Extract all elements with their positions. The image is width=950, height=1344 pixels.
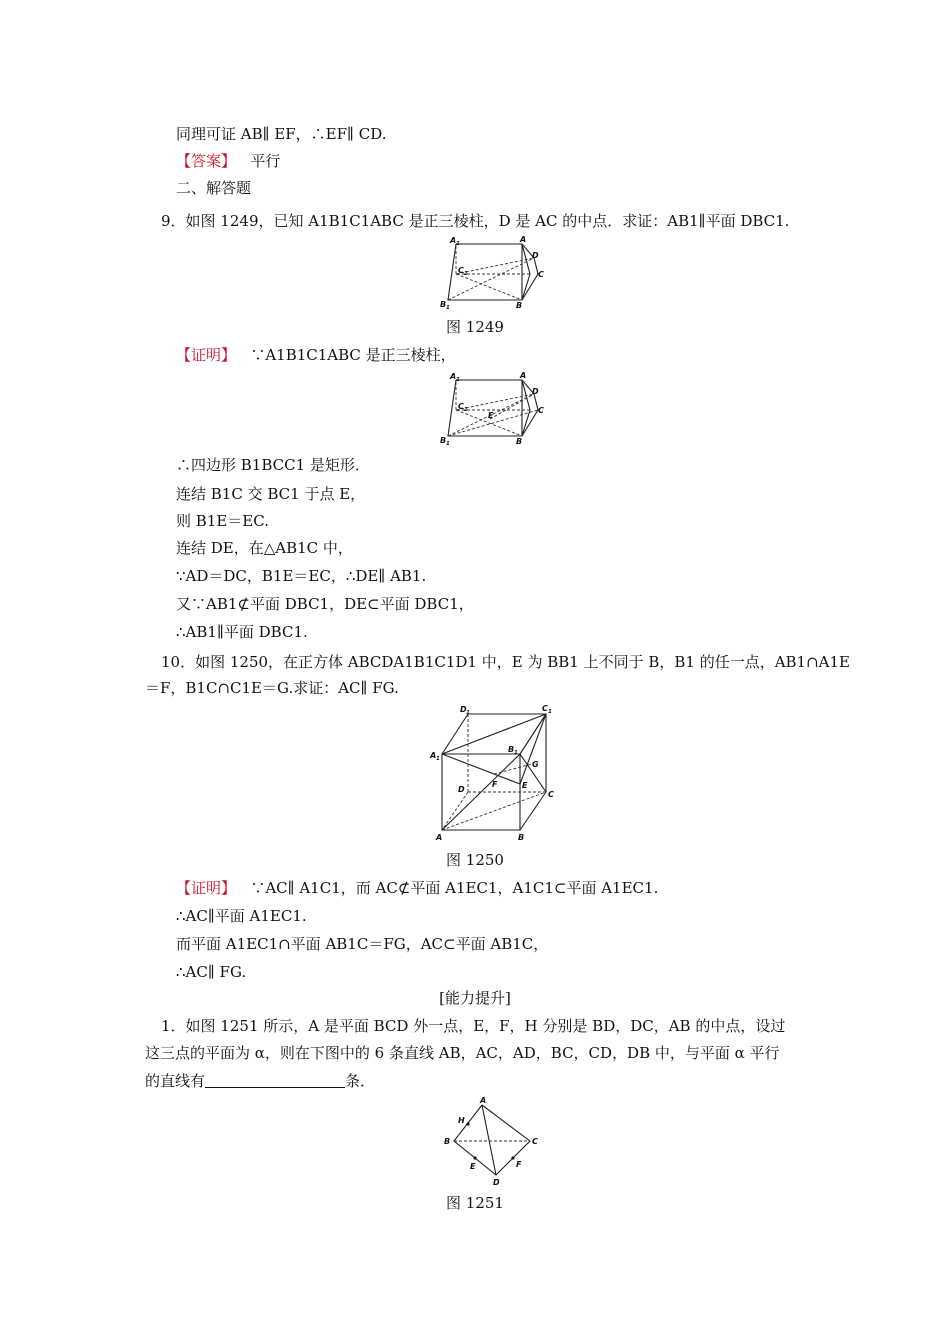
figure-1250 <box>428 702 558 842</box>
text-line-similar-proof: 同理可证 AB∥ EF，∴EF∥ CD. <box>176 125 387 143</box>
proof-10-line-4: ∴AC∥ FG. <box>176 963 247 981</box>
question-10-line-2: ＝F，B1C∩C1E＝G.求证：AC∥ FG. <box>145 679 399 697</box>
label-a1: A <box>450 236 457 245</box>
label-e: E <box>470 1162 476 1171</box>
label-a: A <box>480 1096 487 1105</box>
point-f <box>511 1156 514 1159</box>
label-a: A <box>436 833 443 842</box>
label-b: B <box>516 301 523 310</box>
label-a1-sub: 1 <box>456 241 460 247</box>
label-f: F <box>492 780 498 789</box>
proof-10-line-2: ∴AC∥平面 A1EC1. <box>176 907 307 925</box>
proof-10-line-3: 而平面 A1EC1∩平面 AB1C＝FG，AC⊂平面 AB1C， <box>176 935 549 953</box>
proof-9-text-1: ∵A1B1C1ABC 是正三棱柱， <box>250 346 456 364</box>
label-c1-sub: 1 <box>464 271 468 277</box>
label-h: H <box>458 1116 465 1125</box>
label-c1: C <box>458 402 464 411</box>
figure-1251 <box>438 1097 550 1187</box>
proof-9-line-1 <box>176 345 456 365</box>
label-d: D <box>532 251 539 260</box>
proof-9-line-4: 则 B1E＝EC. <box>176 512 269 530</box>
label-c: C <box>532 1137 538 1146</box>
label-c: C <box>538 270 544 279</box>
label-a: A <box>520 235 527 244</box>
label-b1-sub: 1 <box>446 441 450 447</box>
answer-line <box>176 151 280 171</box>
label-d1: D <box>460 705 467 714</box>
proof-tag: 【证明】 <box>176 879 237 897</box>
label-e: E <box>488 411 494 420</box>
label-b1-sub: 1 <box>446 305 450 311</box>
label-d: D <box>458 785 465 794</box>
point-h <box>466 1122 469 1125</box>
label-c1-sub: 1 <box>464 407 468 413</box>
question-1-line-2: 这三点的平面为 α，则在下图中的 6 条直线 AB，AC，AD，BC，CD，DB 中，与平面 α 平行 <box>145 1044 780 1062</box>
proof-9-line-3: 连结 B1C 交 BC1 于点 E， <box>176 485 366 503</box>
label-a1-sub: 1 <box>456 377 460 383</box>
label-b1: B <box>440 436 447 445</box>
label-a: A <box>520 371 527 380</box>
question-1-line-1: 1．如图 1251 所示，A 是平面 BCD 外一点，E，F，H 分别是 BD，DC，AB 的中点，设过 <box>161 1017 786 1035</box>
label-c1-sub: 1 <box>548 709 552 715</box>
proof-9-line-7: 又∵AB1⊄平面 DBC1，DE⊂平面 DBC1， <box>176 595 474 613</box>
label-d1-sub: 1 <box>466 710 470 716</box>
label-c: C <box>548 790 554 799</box>
section-title: 二、解答题 <box>176 179 252 197</box>
label-b: B <box>518 833 525 842</box>
label-e: E <box>522 781 528 790</box>
label-c1: C <box>458 266 464 275</box>
proof-9-line-5: 连结 DE，在△AB1C 中， <box>176 539 353 557</box>
label-b1: B <box>508 745 515 754</box>
label-d: D <box>493 1178 500 1187</box>
label-a1-sub: 1 <box>436 756 440 762</box>
proof-10-line-1 <box>176 878 658 898</box>
answer-blank[interactable] <box>205 1073 345 1088</box>
point-e <box>473 1156 476 1159</box>
question-1-text-3b: 条． <box>345 1072 376 1090</box>
label-f: F <box>516 1160 522 1169</box>
proof-9-line-2: ∴四边形 B1BCC1 是矩形． <box>176 456 370 474</box>
figure-1249-caption: 图 1249 <box>446 318 504 336</box>
label-c: C <box>538 406 544 415</box>
label-b: B <box>516 437 523 446</box>
answer-text: 平行 <box>250 152 281 170</box>
label-b1: B <box>440 300 447 309</box>
label-b1-sub: 1 <box>514 750 518 756</box>
label-c1: C <box>542 704 548 713</box>
figure-1251-caption: 图 1251 <box>446 1194 504 1212</box>
figure-1249-proof <box>438 371 550 447</box>
label-g: G <box>532 760 539 769</box>
proof-tag: 【证明】 <box>176 346 237 364</box>
figure-1250-caption: 图 1250 <box>446 851 504 869</box>
label-d: D <box>532 387 539 396</box>
proof-9-line-6: ∵AD＝DC，B1E＝EC，∴DE∥ AB1. <box>176 567 427 585</box>
label-a1: A <box>450 372 457 381</box>
proof-9-line-8: ∴AB1∥平面 DBC1. <box>176 623 308 641</box>
section-ability-title: [能力提升] <box>439 989 511 1007</box>
label-b: B <box>444 1137 451 1146</box>
question-1-line-3 <box>145 1071 375 1091</box>
answer-tag: 【答案】 <box>176 152 237 170</box>
question-10-line-1: 10．如图 1250，在正方体 ABCDA1B1C1D1 中，E 为 BB1 上不同于 B，B1 的任一点，AB1∩A1E <box>161 653 850 671</box>
question-9: 9．如图 1249，已知 A1B1C1ABC 是正三棱柱，D 是 AC 的中点．求证：AB1∥平面 DBC1. <box>161 212 790 230</box>
proof-10-text-1: ∵AC∥ A1C1，而 AC⊄平面 A1EC1，A1C1⊂平面 A1EC1. <box>250 879 659 897</box>
figure-1249 <box>438 235 550 311</box>
question-1-text-3a: 的直线有 <box>145 1072 206 1090</box>
label-a1: A <box>430 751 437 760</box>
